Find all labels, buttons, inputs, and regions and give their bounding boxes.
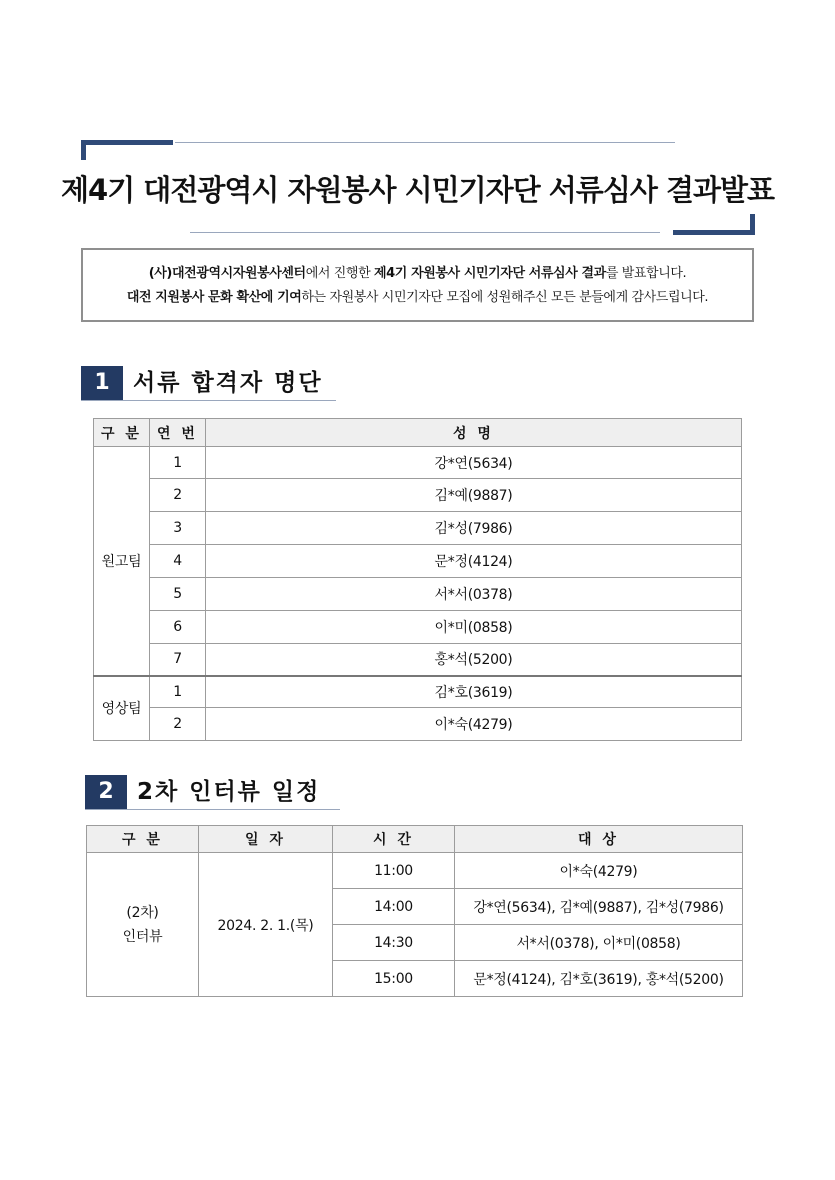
row-time: 14:30 [333,925,455,961]
intro-org: (사)대전광역시자원봉사센터 [148,266,306,281]
row-seq: 3 [150,512,206,545]
section1-underline [81,400,336,401]
section2-number: 2 [85,775,127,809]
row-name: 문*정(4124) [206,545,742,578]
row-name: 김*성(7986) [206,512,742,545]
page-title: 제4기 대전광역시 자원봉사 시민기자단 서류심사 결과발표 [61,173,774,207]
interview-category [87,853,199,997]
interview-category-line2: 인터뷰 [122,928,163,945]
row-target: 문*정(4124), 김*호(3619), 홍*석(5200) [455,961,743,997]
row-time: 15:00 [333,961,455,997]
section2-underline [85,809,340,810]
col-header-name: 성 명 [206,419,742,447]
section1-table [93,418,742,741]
group-category: 원고팀 [94,447,150,676]
title-line-top [175,142,675,143]
col-header-target: 대 상 [455,826,743,853]
group-category: 영상팀 [94,676,150,741]
row-name: 서*서(0378) [206,578,742,611]
table-row [94,578,742,611]
col-header-date: 일 자 [199,826,333,853]
interview-date: 2024. 2. 1.(목) [199,853,333,997]
table-row [94,512,742,545]
section1-heading [81,366,341,400]
row-seq: 2 [150,708,206,741]
title-line-bottom [190,232,660,233]
row-target: 이*숙(4279) [455,853,743,889]
intro-text-3: 하는 자원봉사 시민기자단 모집에 성원해주신 모든 분들에게 감사드립니다. [301,290,709,305]
table-row [94,447,742,479]
row-name: 강*연(5634) [206,447,742,479]
intro-text-2: 를 발표합니다. [605,266,687,281]
row-name: 김*예(9887) [206,479,742,512]
row-name: 김*호(3619) [206,676,742,708]
row-seq: 1 [150,676,206,708]
row-name: 홍*석(5200) [206,644,742,676]
row-target: 서*서(0378), 이*미(0858) [455,925,743,961]
section1-title: 서류 합격자 명단 [133,370,323,396]
section2-table [86,825,743,997]
title-corner-top-left-horizontal [81,140,173,145]
table-row [94,545,742,578]
row-seq: 7 [150,644,206,676]
row-seq: 2 [150,479,206,512]
intro-highlight-2: 대전 지원봉사 문화 확산에 기여 [126,290,302,305]
row-time: 11:00 [333,853,455,889]
row-name: 이*미(0858) [206,611,742,644]
row-name: 이*숙(4279) [206,708,742,741]
section2-heading [85,775,345,809]
row-seq: 1 [150,447,206,479]
col-header-category: 구 분 [87,826,199,853]
title-corner-bottom-right-horizontal [673,230,755,235]
table-row [94,708,742,741]
interview-category-line1: (2차) [126,904,159,921]
title-corner-top-left-vertical [81,140,86,160]
intro-box [81,248,754,322]
table-row [94,479,742,512]
row-seq: 5 [150,578,206,611]
intro-line-2 [83,286,752,310]
col-header-seq: 연 번 [150,419,206,447]
row-target: 강*연(5634), 김*예(9887), 김*성(7986) [455,889,743,925]
section1-number: 1 [81,366,123,400]
table-row [94,644,742,676]
row-time: 14:00 [333,889,455,925]
col-header-time: 시 간 [333,826,455,853]
row-seq: 4 [150,545,206,578]
row-seq: 6 [150,611,206,644]
col-header-category: 구 분 [94,419,150,447]
intro-highlight-1: 제4기 자원봉사 시민기자단 서류심사 결과 [373,266,606,281]
table-row [94,611,742,644]
title-corner-bottom-right-vertical [750,214,755,235]
intro-line-1 [83,262,752,286]
table-row [87,853,743,889]
intro-text-1: 에서 진행한 [305,266,374,281]
table-row [94,676,742,708]
section2-title: 2차 인터뷰 일정 [137,779,321,805]
